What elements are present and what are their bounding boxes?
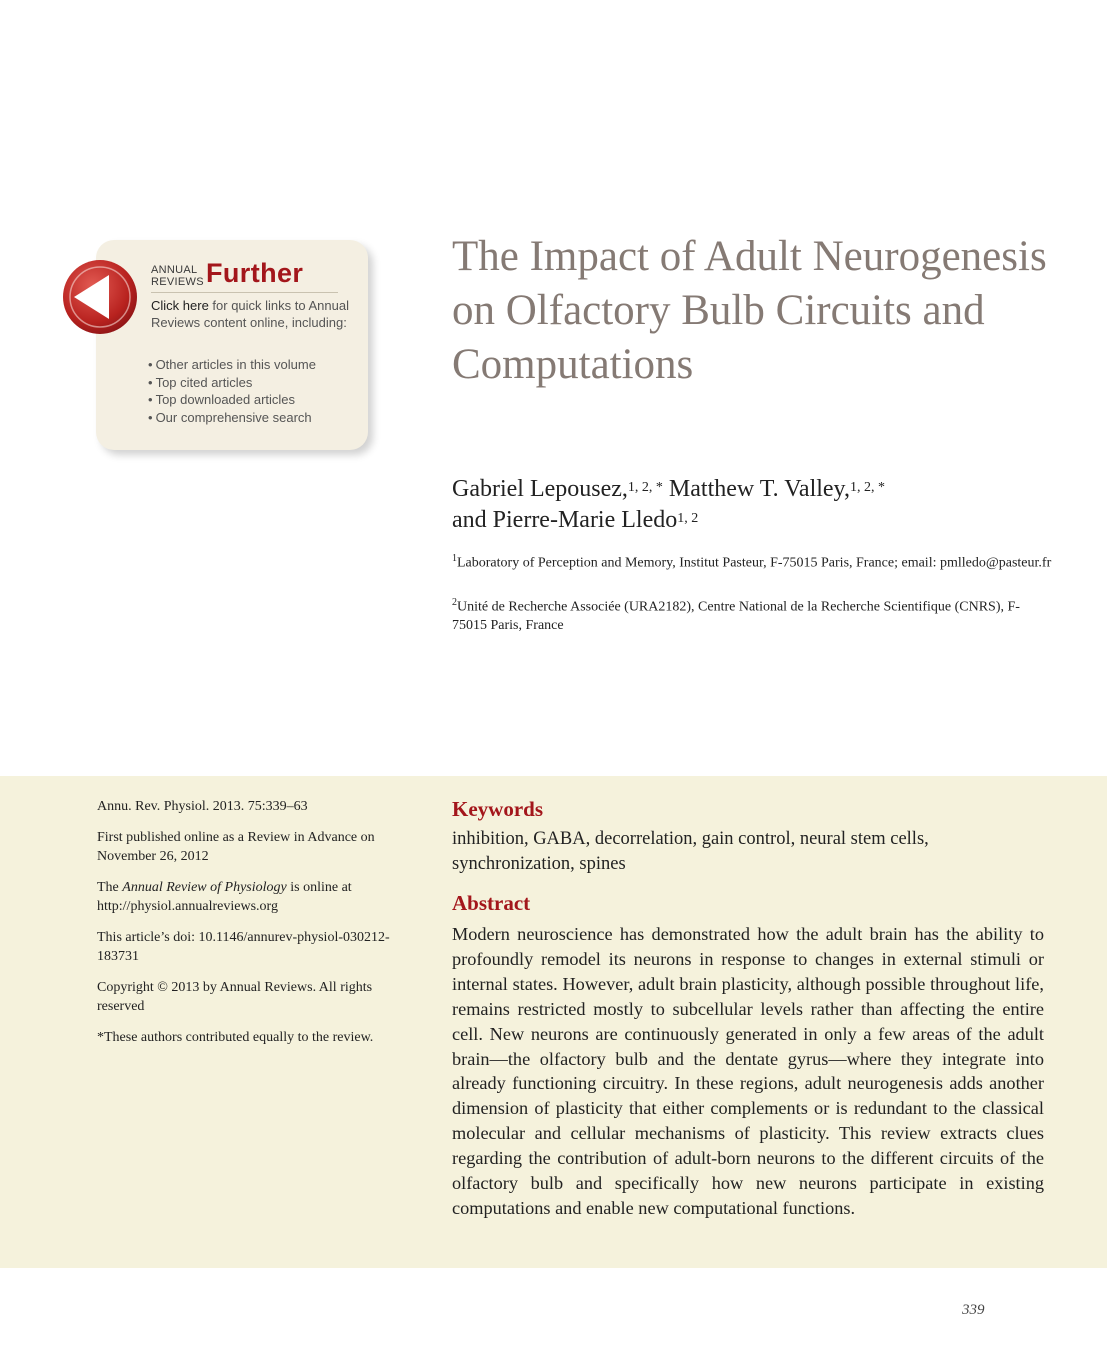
keywords-abstract (452, 795, 1044, 1221)
further-link-list (148, 356, 316, 426)
journal-online-note (97, 878, 417, 917)
doi: This article’s doi: 10.1146/annurev-physiol-030212-183731 (97, 929, 390, 964)
online-prefix: The (97, 879, 123, 895)
journal-name: Annual Review of Physiology (122, 879, 287, 895)
further-link-search[interactable]: • Our comprehensive search (148, 409, 316, 427)
author-affiliation-marks: 1, 2, * (627, 480, 663, 495)
further-divider (151, 292, 338, 293)
affiliation-number: 2 (452, 597, 457, 608)
click-here-link[interactable]: Click here (151, 298, 209, 313)
brand-annual: ANNUAL (151, 264, 198, 276)
brand-reviews: REVIEWS (151, 276, 204, 288)
author-name: Matthew T. Valley, (668, 476, 850, 502)
affiliation-1 (452, 550, 1052, 573)
further-link-top-downloaded[interactable]: • Top downloaded articles (148, 391, 316, 409)
first-published: First published online as a Review in Advance on November 26, 2012 (97, 829, 375, 864)
further-description (151, 297, 351, 331)
keywords-text: inhibition, GABA, decorrelation, gain control, neural stem cells, synchronization, spines (452, 829, 929, 874)
further-link-top-cited[interactable]: • Top cited articles (148, 374, 316, 392)
annual-reviews-further-logo (151, 258, 341, 292)
affiliation-text: Laboratory of Perception and Memory, Institut Pasteur, F-75015 Paris, France; email: pmlledo@pasteur.fr (457, 555, 1052, 571)
abstract-heading: Abstract (452, 891, 531, 915)
citation: Annu. Rev. Physiol. 2013. 75:339–63 (97, 799, 308, 814)
author-name: Gabriel Lepousez, (452, 476, 628, 502)
further-description-text: for quick links to Annual Reviews content online, including: (151, 298, 349, 330)
equal-contribution-note: *These authors contributed equally to the review. (97, 1029, 374, 1045)
author-list (452, 474, 1072, 536)
online-suffix: is online at http://physiol.annualreviews.org (97, 879, 352, 914)
keywords-heading: Keywords (452, 797, 543, 821)
further-link-other-articles[interactable]: • Other articles in this volume (148, 356, 316, 374)
author-affiliation-marks: 1, 2, * (850, 480, 885, 495)
back-arrow-icon[interactable] (62, 258, 138, 336)
affiliation-number: 1 (452, 553, 457, 564)
article-title: The Impact of Adult Neurogenesis on Olfactory Bulb Circuits and Computations (452, 233, 1047, 388)
affiliation-text: Unité de Recherche Associée (URA2182), Centre National de la Recherche Scientifique (CNRS), F-75015 Paris, France (452, 599, 1020, 634)
copyright: Copyright © 2013 by Annual Reviews. All rights reserved (97, 979, 373, 1014)
page-number: 339 (962, 1302, 985, 1318)
author-name: and Pierre-Marie Lledo (452, 507, 678, 533)
article-metadata (97, 797, 417, 1058)
author-affiliation-marks: 1, 2 (677, 511, 699, 526)
affiliation-2 (452, 594, 1052, 636)
brand-further: Further (206, 258, 304, 288)
abstract-text: Modern neuroscience has demonstrated how the adult brain has the ability to profoundly remodel its neurons in response to changes in external stimuli or internal states. However, adult brain plasticity, although possible throughout life, remains restricted mostly to subcellular levels rather than affecting the entire cell. New neurons are continuously generated in only a few areas of the adult brain—the olfactory bulb and the dentate gyrus—where they integrate into already functioning circuitry. In these regions, adult neurogenesis adds another dimension of plasticity that either complements or is redundant to the classical molecular and cellular mechanisms of plasticity. This review extracts clues regarding the contribution of adult-born neurons to the different circuits of the olfactory bulb and specifically how new neurons participate in existing computations and enable new computational functions. (452, 924, 1044, 1218)
